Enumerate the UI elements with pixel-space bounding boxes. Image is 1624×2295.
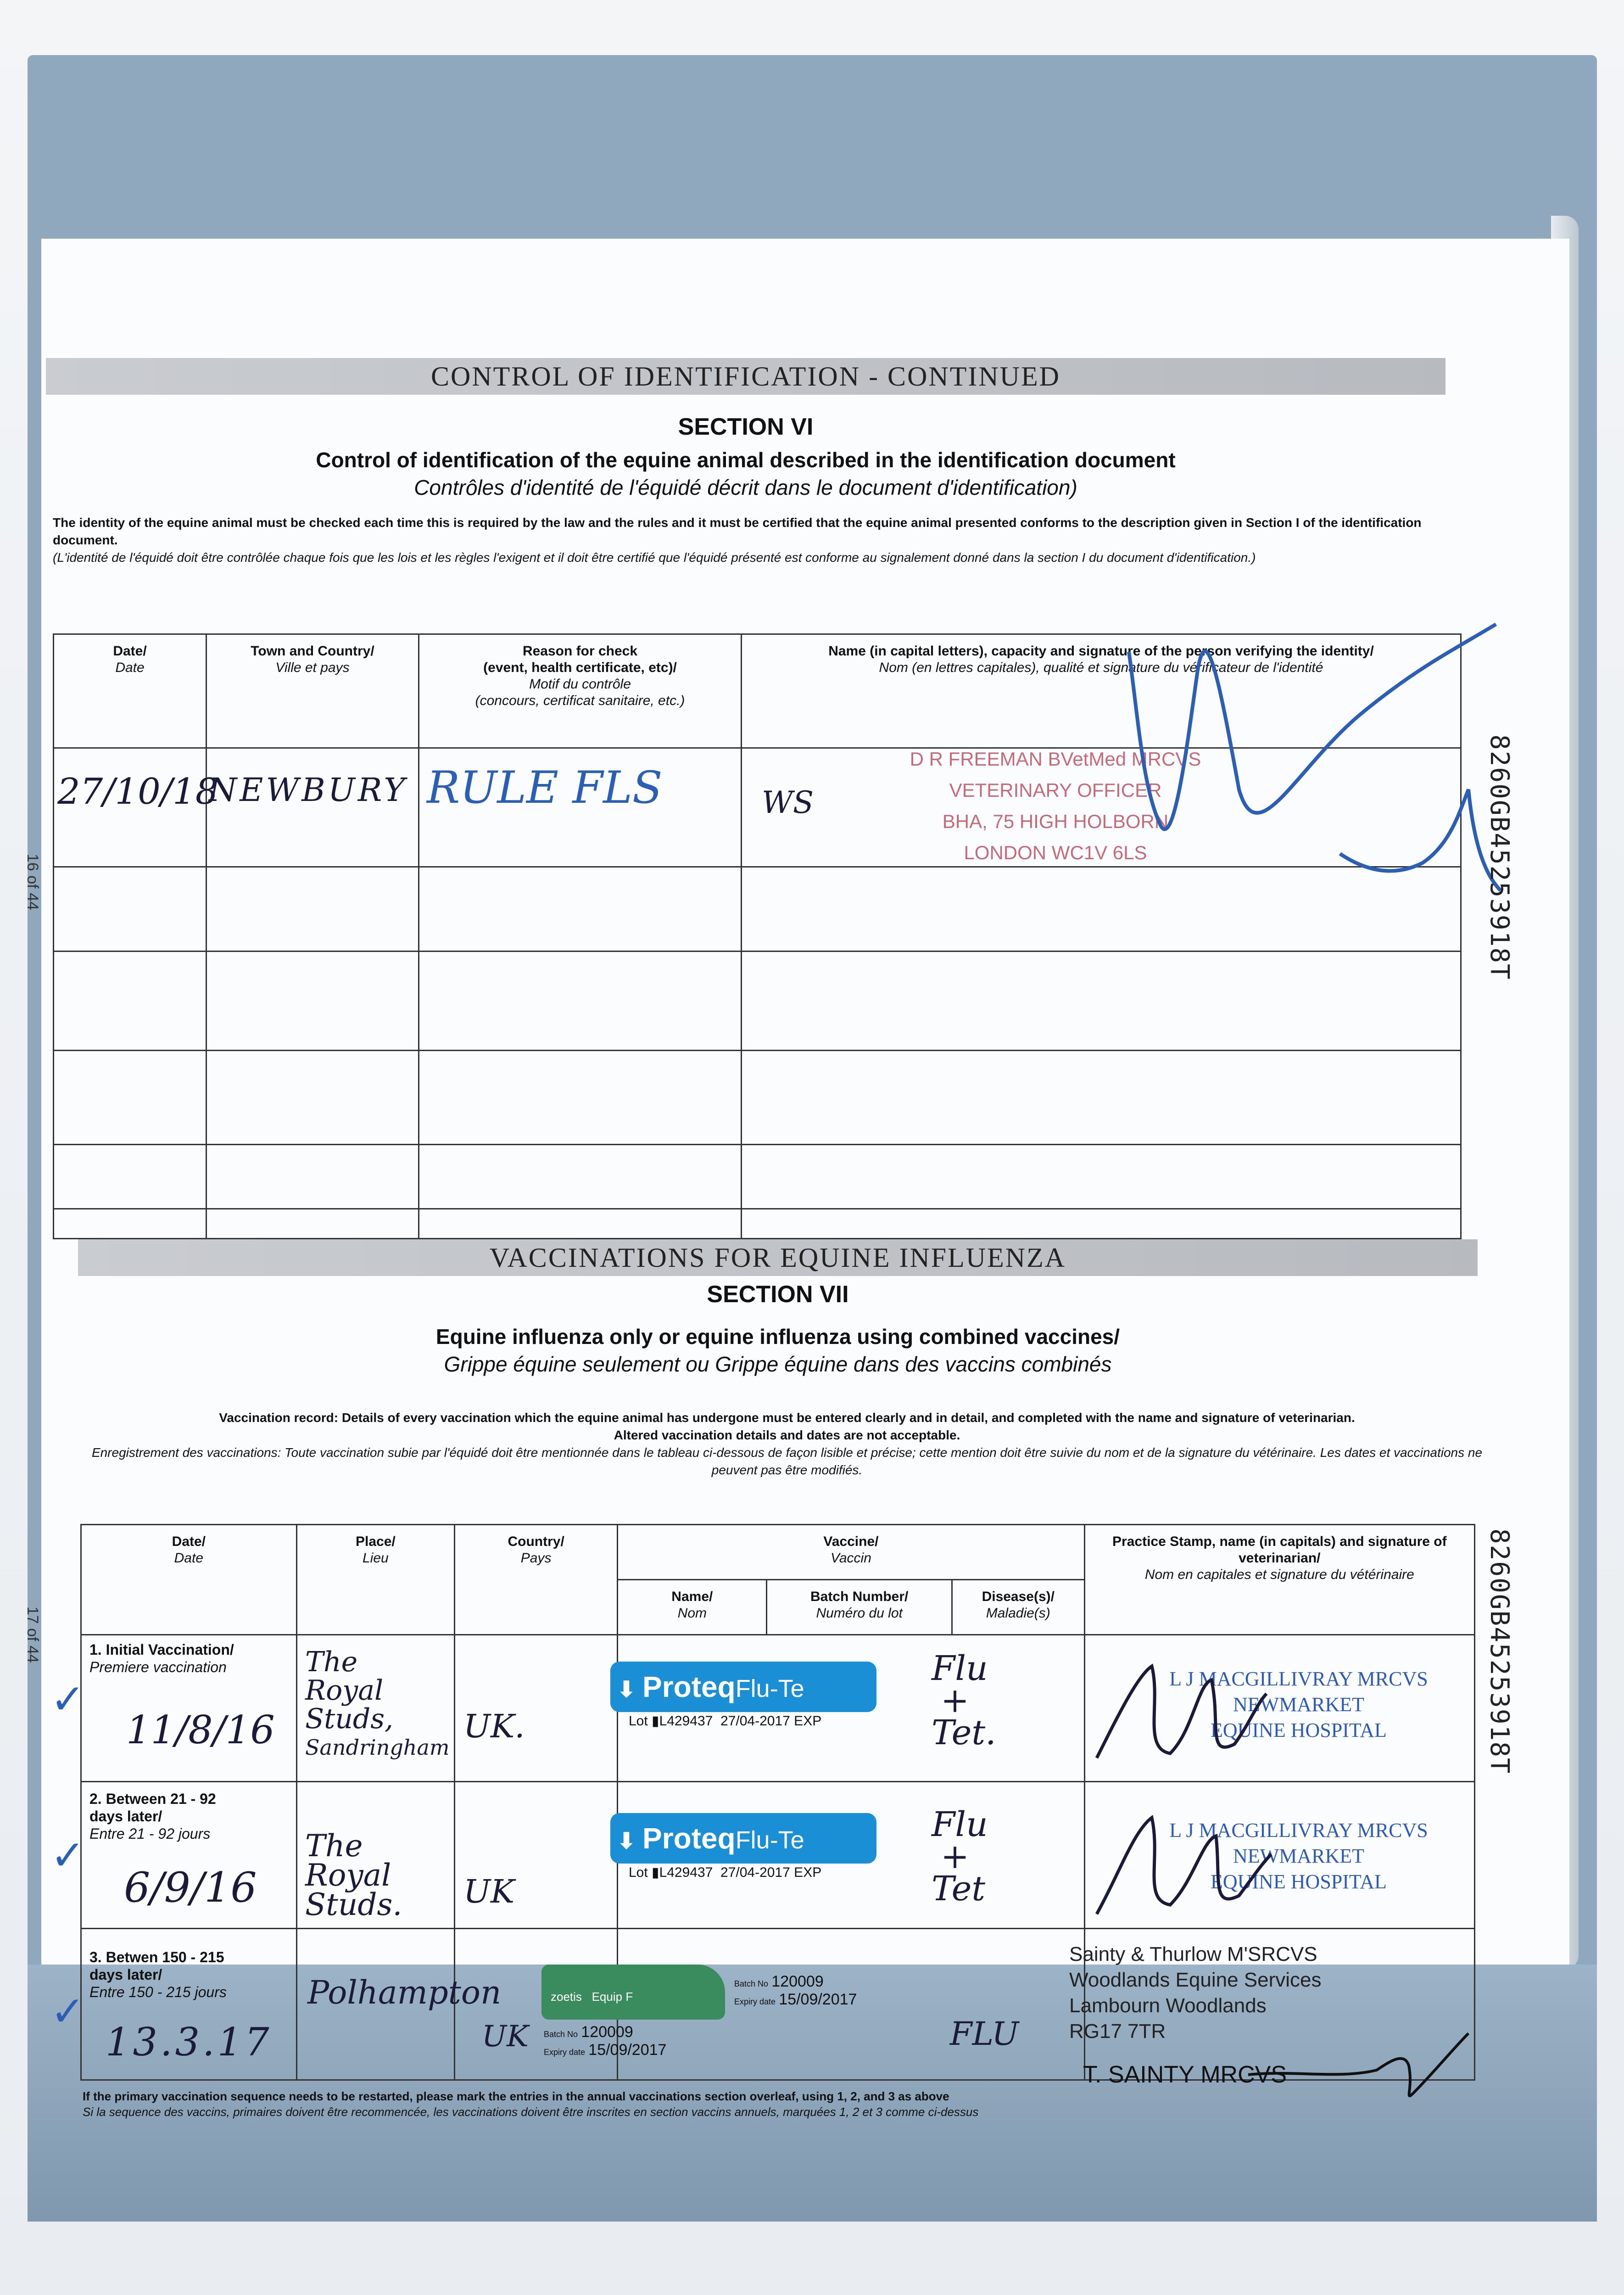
row2-date: 6/9/16 [124, 1864, 257, 1912]
vcol-vaccine: Vaccine/ Vaccin [618, 1525, 1084, 1580]
check-reason: RULE FLS [427, 762, 663, 813]
check-initials: WS [762, 785, 814, 820]
vet-stamp-freeman: D R FREEMAN BVetMed MRCVS VETERINARY OFFICER BHA, 75 HIGH HOLBORN LONDON WC1V 6LS [910, 748, 1201, 863]
row1-vet-stamp: L J MACGILLIVRAY MRCVS NEWMARKET EQUINE HOSPITAL [1169, 1668, 1428, 1741]
vcol-batch: Batch Number/ Numéro du lot [767, 1580, 952, 1635]
section7-title-en: Equine influenza only or equine influenza using combined vaccines/ [435, 1325, 1120, 1349]
section6-title-fr: Contrôles d'identité de l'équidé décrit dans le document d'identification) [414, 476, 1077, 499]
row3-batch-left: Batch No 120009 Expiry date 15/09/2017 [544, 2023, 667, 2059]
row3-vaccine-sticker: zoetis Equip F [541, 1965, 725, 2020]
section6-banner: CONTROL OF IDENTIFICATION - CONTINUED [46, 358, 1445, 395]
section7-note-en: Vaccination record: Details of every vaccination which the equine animal has undergone must be entered clearly and in detail, and completed with the name and signature of veterinarian. [219, 1411, 1355, 1425]
check-town: NEWBURY [209, 771, 408, 809]
row3-country: UK [482, 2020, 529, 2054]
section7-title-fr: Grippe équine seulement ou Grippe équine dans des vaccins combinés [444, 1352, 1112, 1376]
signature-freeman [1101, 597, 1514, 918]
row1-place: The Royal Studs, Sandringham [305, 1646, 450, 1760]
row1-check-mark: ✓ [50, 1677, 85, 1723]
footer-en: If the primary vaccination sequence needs to be restarted, please mark the entries in the annual vaccinations section overleaf, using 1, 2, and 3 as above [83, 2089, 949, 2103]
vcol-date: Date/ Date [81, 1525, 297, 1635]
check-date: 27/10/18 [57, 771, 218, 812]
section7-footer [83, 2088, 1459, 2120]
row1-date: 11/8/16 [126, 1707, 275, 1752]
row1-label: 1. Initial Vaccination/ Premiere vaccination [89, 1641, 234, 1675]
section7-note-fr: Enregistrement des vaccinations: Toute vaccination subie par l'équidé doit être mentionnée dans le tableau ci-dessous de façon lisible et précise; cette mention doit être suivie du nom et de la signature du vétérinaire. Les dates et vaccinations ne peuvent pas être modifiés. [91, 1445, 1483, 1477]
section7-note-en2: Altered vaccination details and dates are not acceptable. [614, 1428, 960, 1442]
section6-title-en: Control of identification of the equine animal described in the identification document [316, 448, 1176, 472]
row3-vet-name: T. SAINTY MRCVS [1083, 2061, 1287, 2088]
col-reason: Reason for check (event, health certificate, etc)/ Motif du contrôle (concours, certificat sanitaire, etc.) [419, 634, 742, 748]
vcol-place: Place/ Lieu [296, 1525, 454, 1635]
row2-vaccine-sticker: ⬇ ProteqFlu-Te Lot ▮L429437 27/04-2017 EXP [610, 1813, 876, 1882]
section6-note [53, 514, 1434, 566]
row3-disease: FLU [950, 2015, 1019, 2053]
row3-place: Polhampton [307, 1974, 502, 2011]
section7-banner: VACCINATIONS FOR EQUINE INFLUENZA [78, 1239, 1478, 1276]
section6-note-fr: (L'identité de l'équidé doit être contrôlée chaque fois que les lois et les règles l'exigent et il doit être certifié que l'équidé présenté est conforme au signalement donné dans la section I du document d'identification.) [53, 550, 1256, 565]
col-town: Town and Country/ Ville et pays [206, 634, 419, 748]
vcol-name: Name/ Nom [618, 1580, 767, 1635]
section6-heading: SECTION VI [678, 414, 814, 440]
row2-country: UK [463, 1873, 515, 1910]
col-date: Date/ Date [54, 634, 206, 748]
footer-fr: Si la sequence des vaccins, primaires doivent être recommencée, les vaccinations doivent être inscrites en section vaccins annuels, marquées 1, 2 et 3 comme ci-dessus [83, 2105, 979, 2119]
section7-note [87, 1409, 1487, 1479]
row3-date: 13.3.17 [106, 2020, 272, 2065]
section6-note-en: The identity of the equine animal must be checked each time this is required by the law and the rules and it must be certified that the equine animal presented conforms to the description given in Section I of the identification document. [53, 515, 1422, 547]
row3-check-mark: ✓ [50, 1989, 85, 2035]
row1-country: UK. [463, 1707, 525, 1745]
row1-vaccine-sticker: ⬇ ProteqFlu-Te Lot ▮L429437 27/04-2017 EXP [610, 1662, 876, 1730]
row2-signature [1083, 1799, 1276, 1928]
vcol-country: Country/ Pays [455, 1525, 618, 1635]
row3-batch-right: Batch No 120009 Expiry date 15/09/2017 [734, 1973, 857, 2008]
row1-disease: Flu + Tet. [932, 1649, 996, 1752]
page-number-16: 16 of 44 [24, 854, 41, 910]
row3-practice-stamp: Sainty & Thurlow M'SRCVS Woodlands Equine Services Lambourn Woodlands RG17 7TR [1069, 1943, 1322, 2043]
side-id-upper: 8260GB45253918T [1484, 734, 1514, 980]
vcol-disease: Disease(s)/ Maladie(s) [952, 1580, 1084, 1635]
vcol-stamp: Practice Stamp, name (in capitals) and signature of veterinarian/ Nom en capitales et signature du vétérinaire [1084, 1525, 1474, 1635]
row2-check-mark: ✓ [50, 1833, 85, 1879]
section7-heading: SECTION VII [707, 1281, 849, 1308]
page-number-17: 17 of 44 [24, 1606, 41, 1663]
row3-label: 3. Betwen 150 - 215 days later/ Entre 150 - 215 jours [89, 1949, 227, 2000]
row2-label: 2. Between 21 - 92 days later/ Entre 21 - 92 jours [89, 1791, 216, 1842]
row1-signature [1083, 1648, 1276, 1776]
row2-place: The Royal Studs. [305, 1828, 402, 1922]
row2-disease: Flu + Tet [932, 1805, 988, 1909]
col-name: Name (in capital letters), capacity and signature of the person verifying the identity/ Nom (en lettres capitales), qualité et signature du vérificateur de l'identité [742, 634, 1461, 748]
row2-vet-stamp: L J MACGILLIVRAY MRCVS NEWMARKET EQUINE HOSPITAL [1169, 1819, 1428, 1893]
side-id-lower: 8260GB45253918T [1484, 1528, 1514, 1774]
